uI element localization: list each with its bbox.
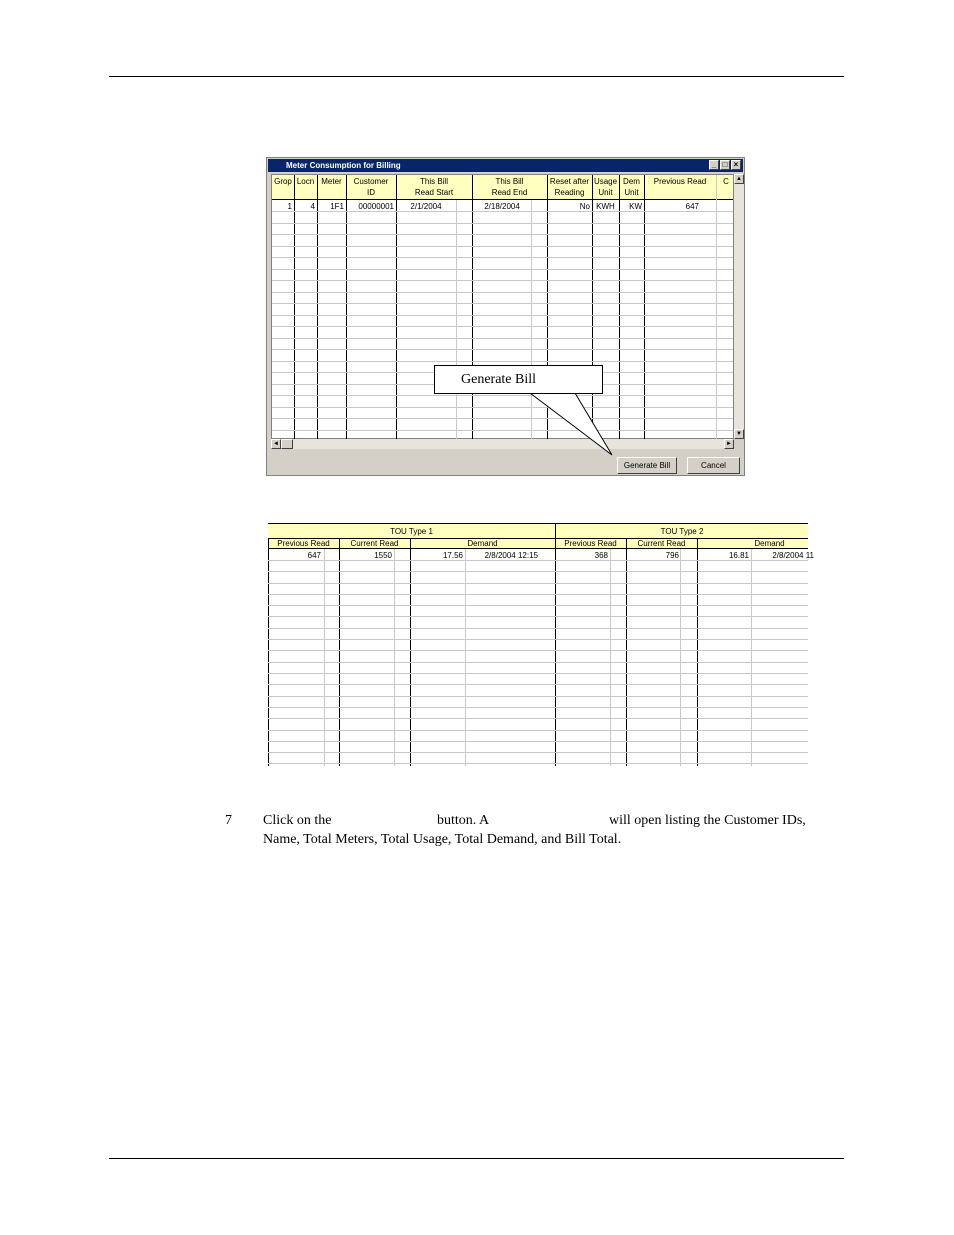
cell-customer-id: 00000001 — [358, 202, 394, 211]
step-text-part2: button. A — [437, 813, 490, 828]
tou-row-line — [268, 583, 808, 584]
cancel-button[interactable]: Cancel — [687, 457, 740, 474]
close-icon[interactable]: × — [731, 160, 741, 170]
step-text-line2: Name, Total Meters, Total Usage, Total Demand, and Bill Total. — [263, 832, 622, 847]
col-previous-read[interactable]: Previous Read — [653, 177, 707, 186]
scroll-left-icon[interactable]: ◄ — [271, 439, 281, 449]
tou-row-line — [268, 662, 808, 663]
cell-usage-unit: KWH — [596, 202, 615, 211]
tou-sub-header — [268, 539, 808, 549]
cell-reset: No — [579, 202, 590, 211]
col-usage-unit[interactable]: Usage Unit — [593, 177, 618, 197]
tou-subdivider — [465, 549, 466, 766]
tou-dem1-time: 2/8/2004 12:15 — [484, 551, 538, 560]
tou-type2-header: TOU Type 2 — [660, 527, 704, 536]
tou-type1-header: TOU Type 1 — [390, 527, 433, 536]
cell-locn: 4 — [310, 202, 315, 211]
generate-bill-callout: Generate Bill — [434, 365, 603, 394]
tou-subdivider — [324, 549, 325, 766]
tou-prev1: 647 — [307, 551, 321, 560]
tou-dem1: 17.56 — [442, 551, 463, 560]
tou-row-line — [268, 571, 808, 572]
tou-dem2: 16.81 — [728, 551, 749, 560]
tou-divider — [410, 539, 411, 766]
tou-row-line — [268, 696, 808, 697]
step-text-part3: will open listing the Customer IDs, — [609, 813, 806, 828]
tou-col-dem2: Demand — [754, 539, 785, 548]
tou-divider — [697, 539, 698, 766]
scroll-up-icon[interactable]: ▲ — [734, 174, 744, 184]
col-read-start[interactable]: This Bill Read Start — [414, 177, 454, 197]
col-dem-unit[interactable]: Dem Unit — [623, 177, 640, 197]
tou-divider — [626, 539, 627, 766]
tou-row-line — [268, 763, 808, 764]
col-locn[interactable]: Locn — [296, 177, 315, 186]
tou-row-line — [268, 628, 808, 629]
cell-grop: 1 — [287, 202, 292, 211]
tou-group-header — [268, 523, 808, 539]
tou-row-line — [268, 707, 808, 708]
tou-row-line — [268, 741, 808, 742]
col-c[interactable]: C — [723, 177, 729, 186]
cell-read-end: 2/18/2004 — [484, 202, 520, 211]
tou-divider — [339, 539, 340, 766]
tou-prev2: 368 — [594, 551, 608, 560]
col-grop[interactable]: Grop — [274, 177, 292, 186]
scroll-down-icon[interactable]: ▼ — [734, 429, 744, 439]
cell-previous-read: 647 — [685, 202, 699, 211]
tou-row-line — [268, 605, 808, 606]
tou-row-line — [268, 650, 808, 651]
cell-read-start: 2/1/2004 — [410, 202, 442, 211]
tou-row-line — [268, 730, 808, 731]
col-meter[interactable]: Meter — [321, 177, 342, 186]
tou-cur2: 796 — [665, 551, 679, 560]
cell-dem-unit: KW — [629, 202, 642, 211]
tou-row-line — [268, 684, 808, 685]
tou-row-line — [268, 560, 808, 561]
cell-meter: 1F1 — [330, 202, 344, 211]
tou-subdivider — [610, 549, 611, 766]
tou-col-prev1: Previous Read — [277, 539, 330, 548]
col-read-end[interactable]: This Bill Read End — [491, 177, 528, 197]
generate-bill-button[interactable]: Generate Bill — [617, 457, 677, 474]
tou-row-line — [268, 616, 808, 617]
tou-divider — [268, 539, 269, 766]
window-title: Meter Consumption for Billing — [286, 161, 401, 170]
step-number: 7 — [225, 813, 232, 828]
tou-row-line — [268, 594, 808, 595]
tou-row-line — [268, 673, 808, 674]
tou-col-cur1: Current Read — [350, 539, 399, 548]
col-customer-id[interactable]: Customer ID — [353, 177, 389, 197]
maximize-icon[interactable]: □ — [720, 160, 730, 170]
tou-table — [268, 523, 814, 766]
tou-row-line — [268, 718, 808, 719]
tou-col-cur2: Current Read — [637, 539, 686, 548]
tou-subdivider — [394, 549, 395, 766]
col-reset[interactable]: Reset after Reading — [549, 177, 590, 197]
tou-row-line — [268, 752, 808, 753]
tou-col-dem1: Demand — [467, 539, 498, 548]
tou-col-prev2: Previous Read — [564, 539, 617, 548]
tou-subdivider — [680, 549, 681, 766]
tou-row-line — [268, 639, 808, 640]
tou-cur1: 1550 — [374, 551, 392, 560]
tou-subdivider — [751, 549, 752, 766]
minimize-icon[interactable]: _ — [709, 160, 719, 170]
tou-dem2-time: 2/8/2004 11 — [772, 551, 814, 560]
step-text-part1: Click on the — [263, 813, 332, 828]
scroll-right-icon[interactable]: ► — [724, 439, 734, 449]
